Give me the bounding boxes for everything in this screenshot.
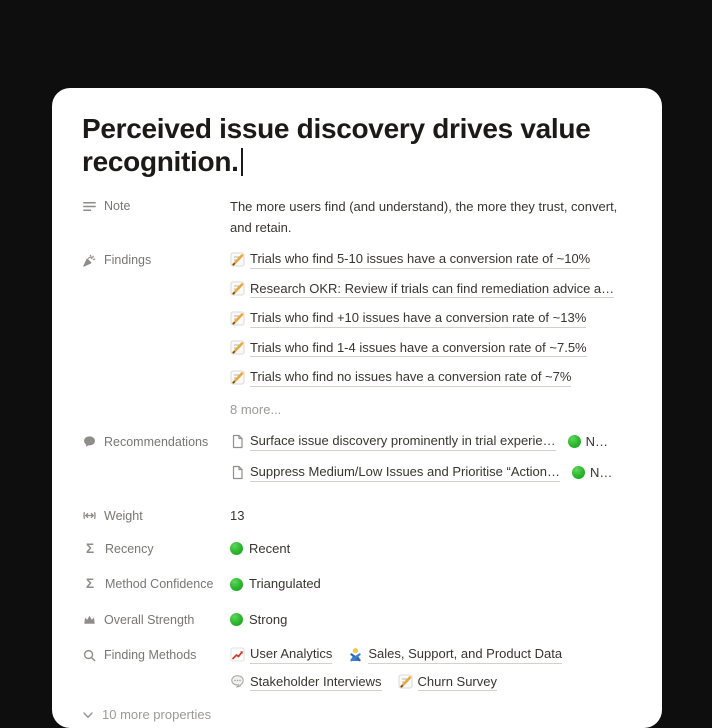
property-row-weight — [82, 506, 632, 526]
green-status-dot — [572, 466, 585, 479]
notion-page-card — [52, 88, 662, 728]
weight-value[interactable]: 13 — [230, 506, 632, 526]
property-label-weight[interactable] — [82, 506, 230, 526]
property-label-findings[interactable] — [82, 250, 230, 270]
recommendation-status[interactable] — [568, 432, 608, 452]
status-text: N… — [590, 463, 612, 483]
property-label-text: Note — [104, 196, 130, 216]
note-value[interactable]: The more users find (and understand), the more they trust, convert, and retain. — [230, 196, 632, 238]
text-cursor — [241, 148, 243, 176]
finding-method-link[interactable] — [230, 673, 382, 692]
finding-link-text: Trials who find no issues have a conversion rate of ~7% — [250, 368, 571, 387]
memo-icon — [398, 674, 413, 689]
page-title[interactable] — [82, 112, 632, 178]
property-label-method-confidence[interactable] — [82, 574, 230, 594]
finding-method-link[interactable] — [230, 645, 332, 664]
green-status-dot — [230, 578, 243, 591]
memo-icon — [230, 281, 245, 296]
property-row-overall-strength — [82, 610, 632, 633]
recommendations-value — [230, 432, 632, 494]
property-label-finding-methods[interactable] — [82, 645, 230, 665]
recommendation-link-text: Suppress Medium/Low Issues and Prioritise “Action… — [250, 463, 560, 482]
property-label-text: Findings — [104, 250, 151, 270]
speech-bubble-icon — [82, 434, 97, 449]
property-label-recency[interactable] — [82, 539, 230, 559]
magnifier-icon — [82, 648, 97, 663]
method-confidence-value — [230, 574, 632, 597]
select-value-text: Recent — [249, 539, 290, 559]
finding-link-text: Trials who find 1-4 issues have a conversion rate of ~7.5% — [250, 339, 587, 358]
finding-link-text: Research OKR: Review if trials can find remediation advice a… — [250, 280, 614, 299]
property-label-note[interactable] — [82, 196, 230, 216]
overall-strength-select-value[interactable] — [230, 610, 287, 630]
page-icon — [230, 465, 245, 480]
finding-link[interactable] — [230, 250, 632, 269]
finding-link[interactable] — [230, 280, 632, 299]
property-label-text: Finding Methods — [104, 645, 196, 665]
page-icon — [230, 434, 245, 449]
method-confidence-select-value[interactable] — [230, 574, 321, 594]
select-value-text: Strong — [249, 610, 287, 630]
recommendation-item — [230, 463, 632, 483]
recency-value — [230, 539, 632, 562]
recommendation-status[interactable] — [572, 463, 612, 483]
green-status-dot — [230, 613, 243, 626]
finding-link[interactable] — [230, 309, 632, 328]
crown-icon — [82, 612, 97, 627]
property-label-text: Method Confidence — [105, 574, 213, 594]
show-more-findings-link[interactable]: 8 more... — [230, 400, 281, 420]
property-label-text: Weight — [104, 506, 143, 526]
property-row-method-confidence — [82, 574, 632, 597]
green-status-dot — [568, 435, 581, 448]
property-label-text: Recency — [105, 539, 154, 559]
finding-method-link[interactable] — [348, 645, 562, 664]
recommendation-item — [230, 432, 632, 452]
finding-method-text: User Analytics — [250, 645, 332, 664]
formula-sigma-icon: Σ — [82, 574, 98, 594]
speech-balloon-icon — [230, 674, 245, 689]
property-label-recommendations[interactable] — [82, 432, 230, 452]
memo-icon — [230, 340, 245, 355]
recency-select-value[interactable] — [230, 539, 290, 559]
chart-increasing-icon — [230, 647, 245, 662]
memo-icon — [230, 252, 245, 267]
finding-link-text: Trials who find +10 issues have a conversion rate of ~13% — [250, 309, 586, 328]
select-value-text: Triangulated — [249, 574, 321, 594]
finding-link-text: Trials who find 5-10 issues have a conversion rate of ~10% — [250, 250, 590, 269]
person-gesturing-no-icon — [348, 647, 363, 662]
finding-method-link[interactable] — [398, 673, 497, 692]
double-arrow-icon — [82, 508, 97, 523]
memo-icon — [230, 311, 245, 326]
finding-link[interactable] — [230, 339, 632, 358]
overall-strength-value — [230, 610, 632, 633]
property-label-overall-strength[interactable] — [82, 610, 230, 630]
more-properties-toggle[interactable] — [82, 707, 632, 722]
property-table — [82, 196, 632, 722]
property-label-text: Overall Strength — [104, 610, 194, 630]
green-status-dot — [230, 542, 243, 555]
recommendation-link-text: Surface issue discovery prominently in trial experie… — [250, 432, 556, 451]
recommendation-link[interactable] — [230, 432, 556, 451]
page-title-text: Perceived issue discovery drives value recognition. — [82, 113, 590, 177]
memo-icon — [230, 370, 245, 385]
property-row-recency — [82, 539, 632, 562]
finding-link[interactable] — [230, 368, 632, 387]
property-row-finding-methods — [82, 645, 632, 691]
finding-methods-value — [230, 645, 632, 691]
property-row-recommendations — [82, 432, 632, 494]
status-text: N… — [586, 432, 608, 452]
more-properties-label: 10 more properties — [102, 707, 211, 722]
chevron-down-icon — [82, 709, 94, 721]
property-row-note — [82, 196, 632, 238]
party-popper-icon — [82, 253, 97, 268]
property-label-text: Recommendations — [104, 432, 208, 452]
text-lines-icon — [82, 199, 97, 214]
finding-method-text: Sales, Support, and Product Data — [368, 645, 562, 664]
recommendation-link[interactable] — [230, 463, 560, 482]
formula-sigma-icon: Σ — [82, 539, 98, 559]
findings-value — [230, 250, 632, 420]
property-row-findings — [82, 250, 632, 420]
finding-method-text: Churn Survey — [418, 673, 497, 692]
finding-method-text: Stakeholder Interviews — [250, 673, 382, 692]
